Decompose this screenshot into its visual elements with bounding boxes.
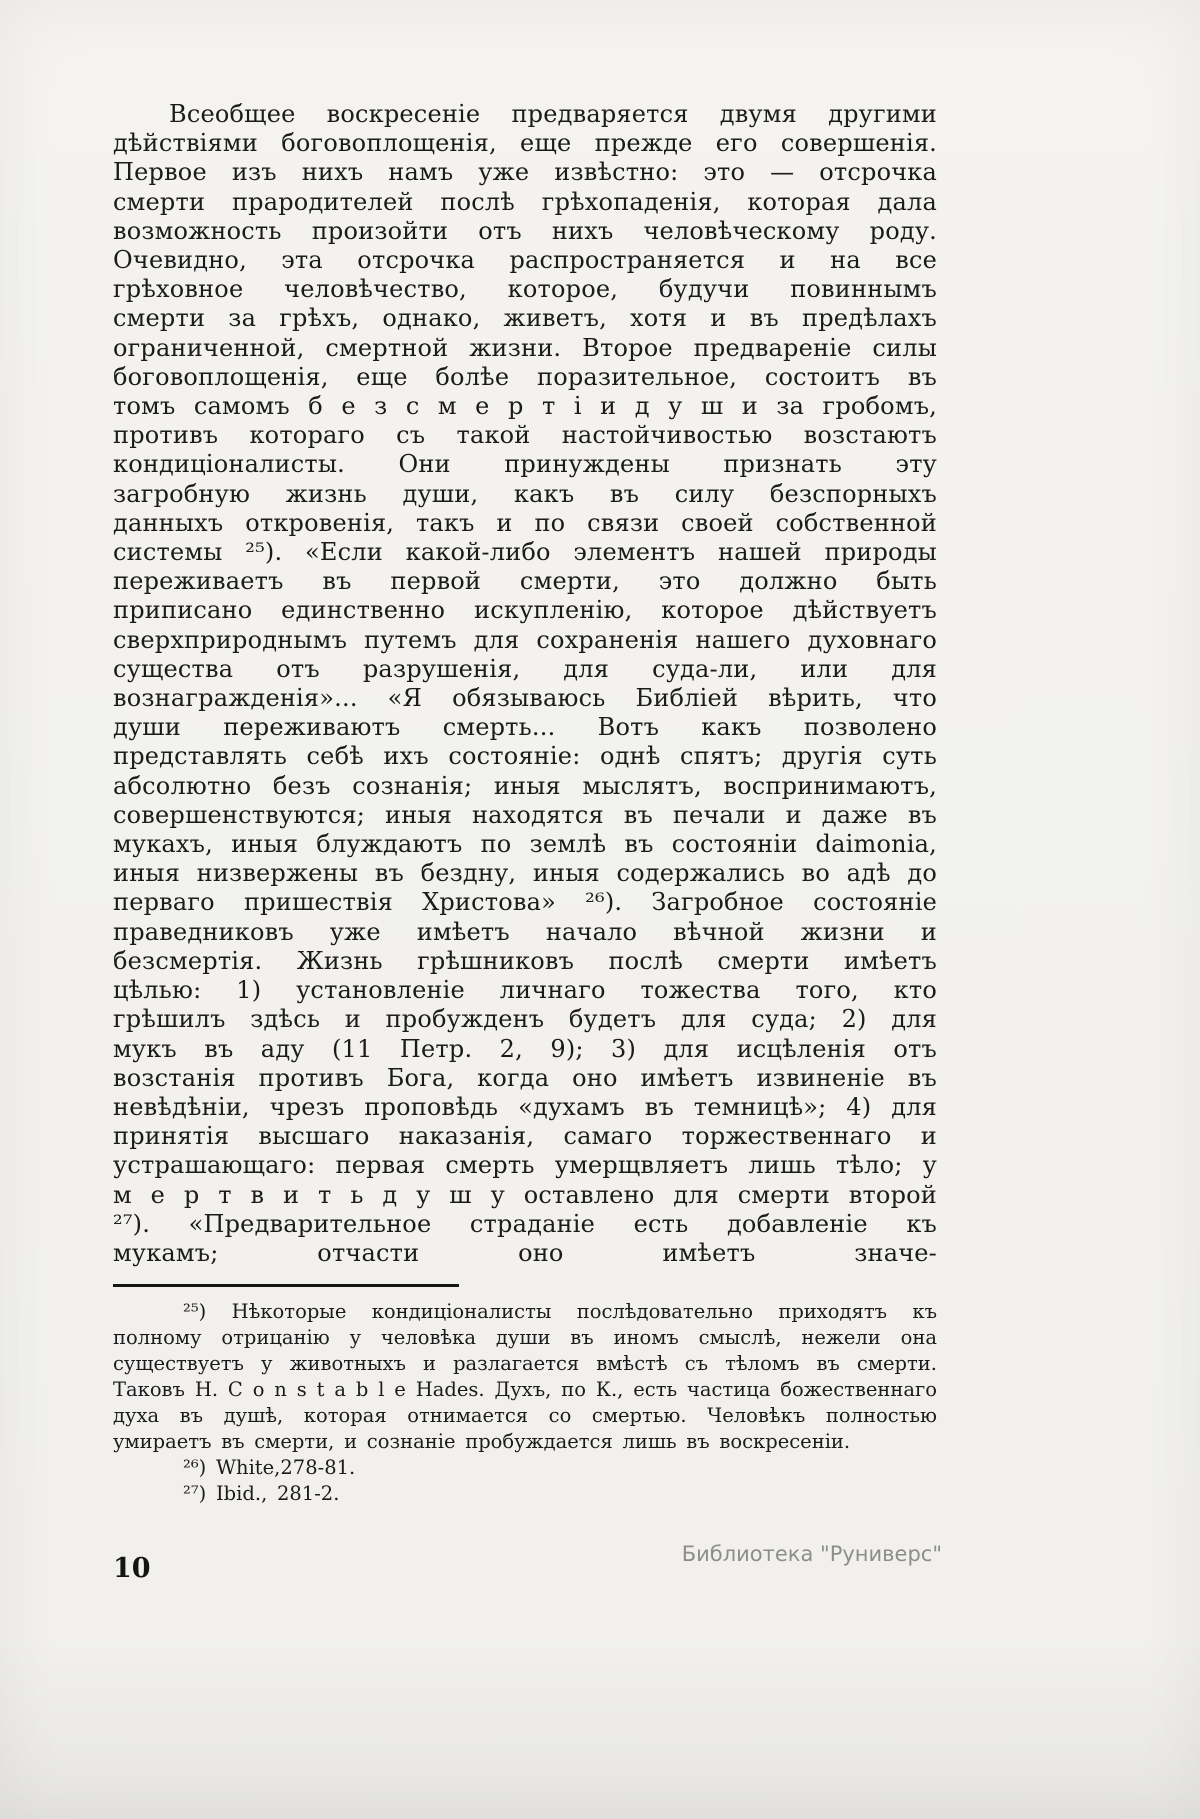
footnote-separator <box>113 1284 459 1287</box>
footnote-text: Ibid., 281-2. <box>215 1482 340 1506</box>
footnote-marker: ²⁶) <box>183 1456 207 1480</box>
body-text: Всеобщее воскресеніе предваряется двумя другими дѣйствіями боговоплощенія, еще прежде его совершенія. Первое изъ нихъ намъ уже извѣстно: это — отсрочка смерти прародителей послѣ грѣхопаденія, которая дала возможность произойти отъ нихъ человѣческому роду. Очевидно, эта отсрочка распространяется и на все грѣховное человѣчество, которое, будучи повиннымъ смерти за грѣхъ, однако, живетъ, хотя и въ предѣлахъ ограниченной, смертной жизни. Второе предвареніе силы боговоплощенія, еще болѣе поразительное, состоитъ въ томъ самомъ б е з с м е р т і и д у ш и за гробомъ, противъ котораго съ такой настойчивостью возстаютъ кондиціоналисты. Они принуждены признать эту загробную жизнь души, какъ въ силу безспорныхъ данныхъ откровенія, такъ и по связи своей собственной системы ²⁵). «Если какой-либо элементъ нашей природы переживаетъ въ первой смерти, это должно быть приписано единственно искупленію, которое дѣйствуетъ сверхприроднымъ путемъ для сохраненія нашего духовнаго существа отъ разрушенія, для суда-ли, или для вознагражденія»... «Я обязываюсь Библіей вѣрить, что души переживаютъ смерть... Вотъ какъ позволено представлять себѣ ихъ состояніе: однѣ спятъ; другія суть абсолютно безъ сознанія; иныя мыслятъ, воспринимаютъ, совершенствуются; иныя находятся въ печали и даже въ мукахъ, иныя блуждаютъ по землѣ въ состояніи daimonia, иныя низвержены въ бездну, иныя содержались во адѣ до перваго пришествія Христова» ²⁶). Загробное состояніе праведниковъ уже имѣетъ начало вѣчной жизни и безсмертія. Жизнь грѣшниковъ послѣ смерти имѣетъ цѣлью: 1) установленіе личнаго тожества того, кто грѣшилъ здѣсь и пробужденъ будетъ для суда; 2) для мукъ въ аду (11 Петр. 2, 9); 3) для исцѣленія отъ возстанія противъ Бога, когда оно имѣетъ извиненіе въ невѣдѣніи, чрезъ проповѣдь «духамъ въ темницѣ»; 4) для принятія высшаго наказанія, самаго торжественнаго и устрашающаго: первая смерть умерщвляетъ лишь тѣло; у м е р т в и т ь д у ш у оставлено для смерти второй ²⁷). «Предварительное страданіе есть добавленіе къ мукамъ; отчасти оно имѣетъ значе- <box>113 100 937 1267</box>
footnote-text: White,278-81. <box>215 1456 356 1480</box>
footnote <box>113 1481 937 1507</box>
page-number: 10 <box>113 1553 151 1585</box>
footnote-marker: ²⁷) <box>183 1482 207 1506</box>
page-content <box>113 0 937 1584</box>
footnote <box>113 1299 937 1455</box>
footnote <box>113 1455 937 1481</box>
library-watermark: Библиотека "Руниверс" <box>681 1542 942 1566</box>
footnote-marker: ²⁵) <box>183 1300 207 1324</box>
footnote-text: Нѣкоторые кондиціоналисты послѣдовательно приходятъ къ полному отрицанію у человѣка души въ иномъ смыслѣ, нежели она существуетъ у животныхъ и разлагается вмѣстѣ съ тѣломъ въ смерти. Таковъ H. C o n s t a b l e Hades. Духъ, по К., есть частица божественнаго духа въ душѣ, которая отнимается со смертью. Человѣкъ полностью умираетъ въ смерти, и сознаніе пробуждается лишь въ воскресеніи. <box>113 1300 937 1454</box>
footnotes-section <box>113 1299 937 1507</box>
